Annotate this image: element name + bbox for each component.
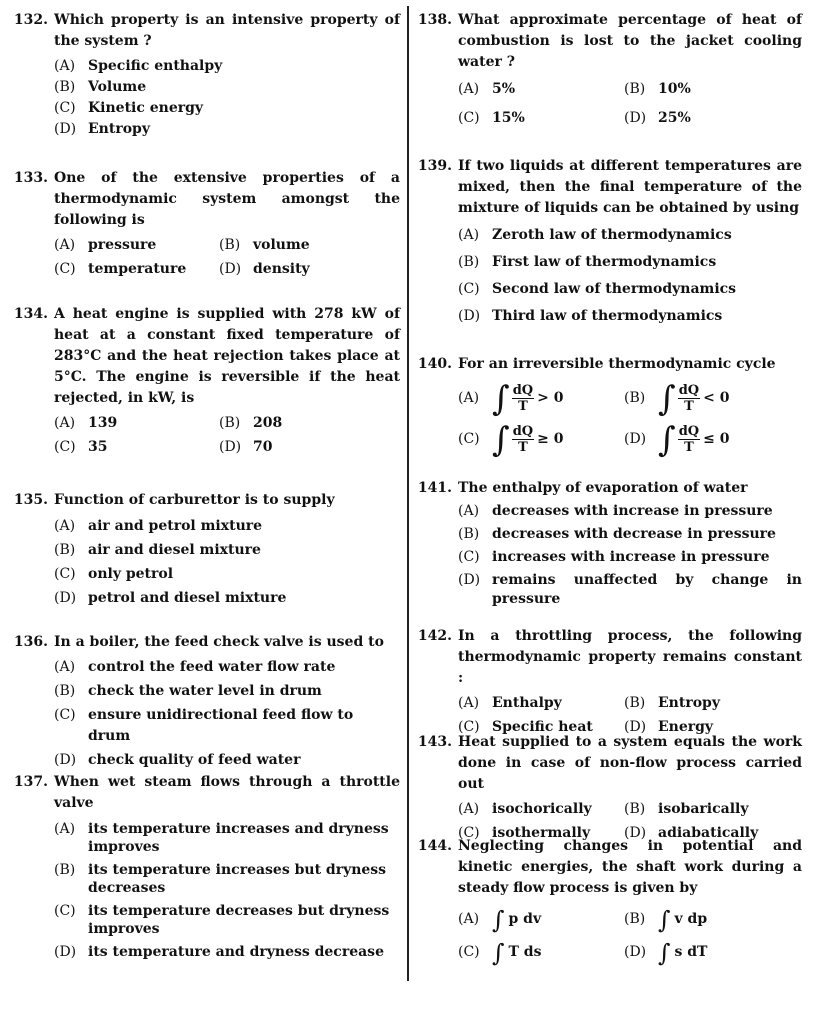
question-stem: Function of carburettor is to supply xyxy=(54,492,335,508)
option-b[interactable]: (B) check the water level in drum xyxy=(54,683,322,699)
question-stem: Which property is an intensive property of the system ? xyxy=(54,12,400,49)
option-c[interactable]: (C) only petrol xyxy=(54,566,174,582)
integral-icon: ∫ xyxy=(658,378,676,419)
option-b[interactable]: (B) its temperature increases but dryness decreases xyxy=(54,862,387,896)
option-d[interactable]: (D) its temperature and dryness decrease xyxy=(54,944,384,960)
integral-icon: ∫ xyxy=(492,938,505,967)
question-number: 133. xyxy=(13,170,48,186)
option-a[interactable]: (A) 5% xyxy=(458,81,516,97)
option-c[interactable]: (C) ensure unidirectional feed flow to drum xyxy=(54,707,354,744)
option-a[interactable]: (A) its temperature increases and dryness improves xyxy=(54,821,389,855)
question-stem: When wet steam flows through a throttle valve xyxy=(54,774,400,811)
question-stem: What approximate percentage of heat of combustion is lost to the jacket cooling water ? xyxy=(458,12,802,70)
option-a[interactable]: (A) ∫ $\frac{dQ}{T}$ > 0 xyxy=(458,378,564,419)
question-134 xyxy=(8,304,400,458)
question-132 xyxy=(8,10,400,140)
option-c[interactable]: (C) ∫ $\frac{dQ}{T}$ ≥ 0 xyxy=(458,419,564,460)
option-a[interactable]: (A) Zeroth law of thermodynamics xyxy=(458,227,732,243)
option-d[interactable]: (D) petrol and diesel mixture xyxy=(54,590,287,606)
option-c[interactable]: (C) increases with increase in pressure xyxy=(458,549,770,565)
option-d[interactable]: (D) remains unaffected by change in pressure xyxy=(458,572,802,607)
integral-icon: ∫ xyxy=(658,905,671,934)
option-d[interactable]: (D) Third law of thermodynamics xyxy=(458,308,723,324)
option-c[interactable]: (C) Specific heat xyxy=(458,719,593,735)
question-135 xyxy=(8,490,400,609)
option-d[interactable]: (D) ∫ $\frac{dQ}{T}$ ≤ 0 xyxy=(624,419,730,460)
question-stem: In a throttling process, the following thermodynamic property remains constant : xyxy=(458,628,802,686)
question-137 xyxy=(8,772,400,961)
option-b[interactable]: (B) Volume xyxy=(54,79,147,95)
option-a[interactable]: (A) control the feed water flow rate xyxy=(54,659,336,675)
option-b[interactable]: (B) Entropy xyxy=(624,695,720,711)
question-139 xyxy=(412,156,802,333)
question-138 xyxy=(412,10,802,129)
integral-icon: ∫ xyxy=(492,905,505,934)
option-b[interactable]: (B) ∫ v dp xyxy=(624,905,708,934)
option-d[interactable]: (D) density xyxy=(219,261,310,277)
option-b[interactable]: (B) 208 xyxy=(219,415,283,431)
question-stem: The enthalpy of evaporation of water xyxy=(458,480,748,496)
integral-icon: ∫ xyxy=(658,419,676,460)
option-c[interactable]: (C) temperature xyxy=(54,261,187,277)
option-b[interactable]: (B) volume xyxy=(219,237,310,253)
option-d[interactable]: (D) check quality of feed water xyxy=(54,752,301,768)
question-number: 132. xyxy=(13,12,48,28)
option-b[interactable]: (B) air and diesel mixture xyxy=(54,542,261,558)
option-b[interactable]: (B) 10% xyxy=(624,81,691,97)
question-number: 140. xyxy=(417,356,452,372)
question-number: 136. xyxy=(13,634,48,650)
option-c[interactable]: (C) Second law of thermodynamics xyxy=(458,281,737,297)
integral-icon: ∫ xyxy=(492,378,510,419)
question-number: 144. xyxy=(417,838,452,854)
option-c[interactable]: (C) its temperature decreases but dryness improves xyxy=(54,903,390,937)
option-c[interactable]: (C) 35 xyxy=(54,439,108,455)
question-number: 134. xyxy=(13,306,48,322)
question-stem: A heat engine is supplied with 278 kW of heat at a constant fixed temperature of 283°C and the heat rejection takes place at 5°C. The engine is reversible if the heat rejected, in kW, is xyxy=(54,306,400,406)
question-number: 137. xyxy=(13,774,48,790)
option-c[interactable]: (C) ∫ T ds xyxy=(458,938,542,967)
question-141 xyxy=(412,478,802,609)
option-b[interactable]: (B) decreases with decrease in pressure xyxy=(458,526,776,542)
option-a[interactable]: (A) decreases with increase in pressure xyxy=(458,503,773,519)
question-stem: For an irreversible thermodynamic cycle xyxy=(458,356,776,372)
question-133 xyxy=(8,168,400,280)
question-stem: One of the extensive properties of a thermodynamic system amongst the following is xyxy=(54,170,400,228)
option-d[interactable]: (D) 70 xyxy=(219,439,273,455)
column-divider xyxy=(407,6,409,981)
option-c[interactable]: (C) Kinetic energy xyxy=(54,100,204,116)
option-c[interactable]: (C) 15% xyxy=(458,110,525,126)
question-number: 135. xyxy=(13,492,48,508)
question-number: 143. xyxy=(417,734,452,750)
integral-icon: ∫ xyxy=(658,938,671,967)
option-a[interactable]: (A) 139 xyxy=(54,415,118,431)
option-b[interactable]: (B) ∫ $\frac{dQ}{T}$ < 0 xyxy=(624,378,730,419)
option-c[interactable]: (C) isothermally xyxy=(458,825,591,841)
question-stem: If two liquids at different temperatures are mixed, then the final temperature of the mixture of liquids can be obtained by using xyxy=(458,158,802,216)
option-b[interactable]: (B) isobarically xyxy=(624,801,749,817)
option-a[interactable]: (A) pressure xyxy=(54,237,157,253)
option-a[interactable]: (A) Specific enthalpy xyxy=(54,58,223,74)
option-d[interactable]: (D) Entropy xyxy=(54,121,150,137)
option-a[interactable]: (A) Enthalpy xyxy=(458,695,562,711)
question-number: 138. xyxy=(417,12,452,28)
question-number: 141. xyxy=(417,480,452,496)
option-a[interactable]: (A) ∫ p dv xyxy=(458,905,542,934)
integral-icon: ∫ xyxy=(492,419,510,460)
option-d[interactable]: (D) ∫ s dT xyxy=(624,938,708,967)
question-140 xyxy=(412,354,802,460)
question-number: 139. xyxy=(417,158,452,174)
question-stem: In a boiler, the feed check valve is used to xyxy=(54,634,384,650)
option-b[interactable]: (B) First law of thermodynamics xyxy=(458,254,717,270)
question-stem: Neglecting changes in potential and kinetic energies, the shaft work during a steady flow process is given by xyxy=(458,838,802,896)
question-144 xyxy=(412,836,802,967)
option-a[interactable]: (A) air and petrol mixture xyxy=(54,518,263,534)
question-number: 142. xyxy=(417,628,452,644)
option-a[interactable]: (A) isochorically xyxy=(458,801,592,817)
question-136 xyxy=(8,632,400,771)
question-stem: Heat supplied to a system equals the work done in case of non-flow process carried out xyxy=(458,734,802,792)
question-143 xyxy=(412,732,802,844)
option-d[interactable]: (D) 25% xyxy=(624,110,691,126)
option-d[interactable]: (D) adiabatically xyxy=(624,825,759,841)
question-142 xyxy=(412,626,802,738)
option-d[interactable]: (D) Energy xyxy=(624,719,714,735)
